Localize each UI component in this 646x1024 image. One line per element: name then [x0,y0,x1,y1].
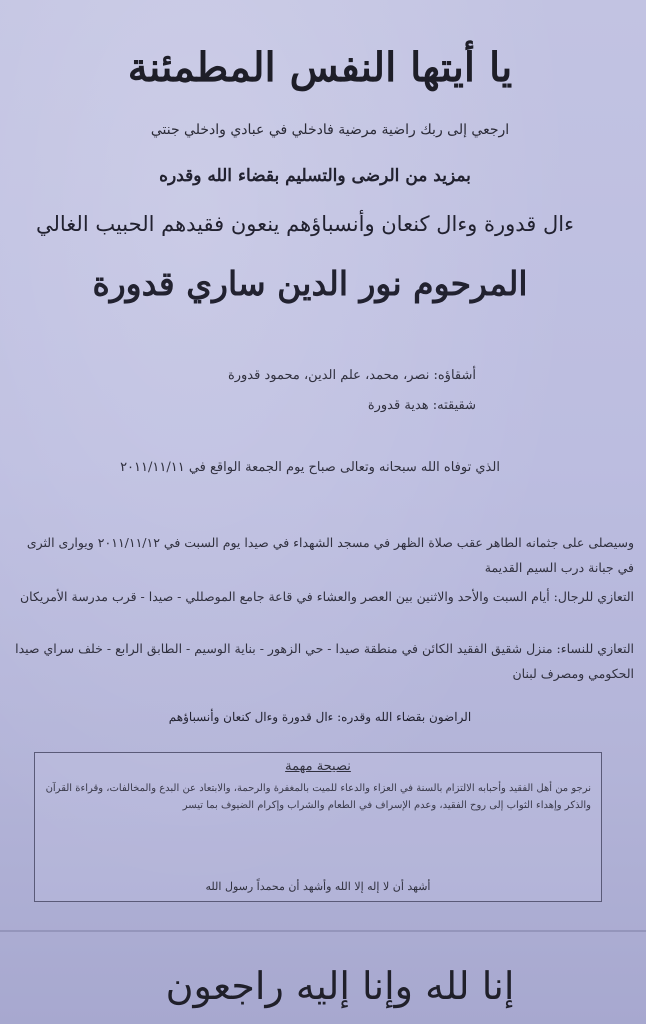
advice-title: نصيحة مهمة [285,759,351,774]
paper-fold [0,930,646,932]
footer-verse: إنا لله وإنا إليه راجعون [165,964,515,1008]
deceased-name: المرحوم نور الدين ساري قدورة [92,264,528,303]
quran-verse-title: يا أيتها النفس المطمئنة [127,44,513,91]
families-announcement: ءال قدورة وءال كنعان وأنسباؤهم ينعون فقيدهم الحبيب الغالي [36,212,574,236]
sister-name: شقيقته: هدية قدورة [367,398,476,413]
brothers-list: أشقاؤه: نصر، محمد، علم الدين، محمود قدورة [227,368,476,383]
death-notice: الذي توفاه الله سبحانه وتعالى صباح يوم الجمعة الواقع في ٢٠١١/١١/١١ [120,460,500,475]
acceptance-line: بمزيد من الرضى والتسليم بقضاء الله وقدره [159,166,471,186]
condolences-women: التعازي للنساء: منزل شقيق الفقيد الكائن في منطقة صيدا - حي الزهور - بناية الوسيم - الطابق الرابع - خلف سراي صيدا الحكومي ومصرف لبنان [15,641,634,681]
quran-verse-continuation: ارجعي إلى ربك راضية مرضية فادخلي في عبادي وادخلي جنتي [150,122,510,138]
condolences-men: التعازي للرجال: أيام السبت والأحد والاثنين بين العصر والعشاء في قاعة جامع الموصللي - صيدا - قرب مدرسة الأمريكان [19,589,634,604]
shahada-line: أشهد أن لا إله إلا الله وأشهد أن محمداً رسول الله [205,880,431,893]
funeral-details: وسيصلى على جثمانه الطاهر عقب صلاة الظهر في مسجد الشهداء في صيدا يوم السبت في ٢٠١١/١١/١٢ ويوارى الثرى في جبانة درب السيم القديمة [26,535,634,575]
mourners-line: الراضون بقضاء الله وقدره: ءال قدورة وءال كنعان وأنسباؤهم [168,710,472,724]
advice-box [34,752,602,902]
advice-text: نرجو من أهل الفقيد وأحبابه الالتزام بالسنة في العزاء والدعاء للميت بالمغفرة والرحمة، والابتعاد عن البدع والمخالفات، وقراءة القرآن والذكر وإهداء الثواب إلى روح الفقيد، وعدم الإسراف في الطعام والشراب وإكرام الضيوف بما تيسر [45,783,591,811]
